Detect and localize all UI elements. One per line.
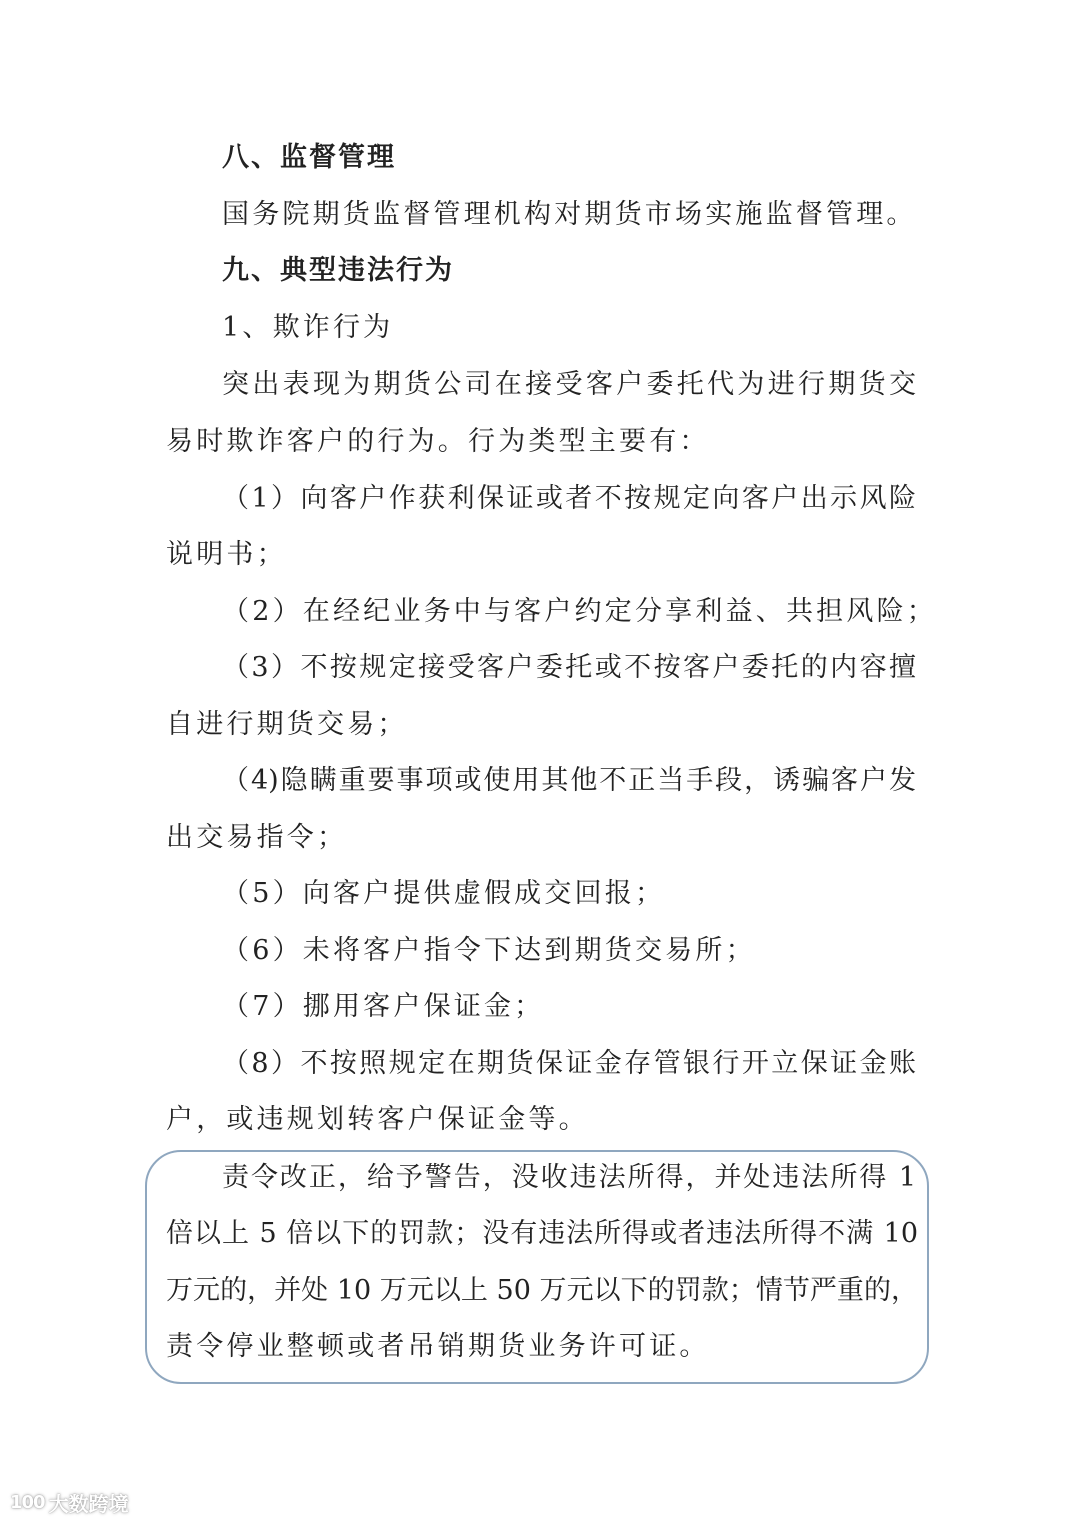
watermark-text: 大数跨境 — [48, 1492, 129, 1516]
penalty-line-1: 责令改正，给予警告，没收违法所得，并处违法所得 1 — [222, 1162, 916, 1193]
list-item-1-line-1: （1）向客户作获利保证或者不按规定向客户出示风险 — [222, 483, 916, 514]
watermark — [10, 1488, 129, 1517]
list-item-8-line-1: （8）不按照规定在期货保证金存管银行开立保证金账 — [222, 1048, 916, 1079]
intro-paragraph-line-2: 易时欺诈客户的行为。行为类型主要有： — [166, 426, 710, 457]
list-item-8-line-2: 户，或违规划转客户保证金等。 — [166, 1104, 589, 1135]
list-item-4-line-1: （4)隐瞒重要事项或使用其他不正当手段，诱骗客户发 — [222, 765, 916, 796]
list-item-3-line-2: 自进行期货交易； — [166, 709, 408, 740]
list-item-5: （5）向客户提供虚假成交回报； — [222, 878, 666, 909]
section-8-body: 国务院期货监督管理机构对期货市场实施监督管理。 — [222, 199, 917, 230]
list-item-2: （2）在经纪业务中与客户约定分享利益、共担风险； — [222, 596, 937, 627]
penalty-line-4: 责令停业整顿或者吊销期货业务许可证。 — [166, 1331, 710, 1362]
list-item-3-line-1: （3）不按规定接受客户委托或不按客户委托的内容擅 — [222, 652, 916, 683]
penalty-line-2: 倍以上 5 倍以下的罚款；没有违法所得或者违法所得不满 10 — [166, 1218, 918, 1249]
list-item-4-line-2: 出交易指令； — [166, 822, 348, 853]
section-9-heading: 九、典型违法行为 — [222, 255, 454, 286]
list-item-7: （7）挪用客户保证金； — [222, 991, 545, 1022]
penalty-line-3: 万元的，并处 10 万元以上 50 万元以下的罚款；情节严重的， — [166, 1275, 918, 1306]
list-item-1-line-2: 说明书； — [166, 539, 287, 570]
list-item-6: （6）未将客户指令下达到期货交易所； — [222, 935, 756, 966]
watermark-logo-icon: 100 — [10, 1492, 45, 1513]
section-8-heading: 八、监督管理 — [222, 142, 396, 173]
intro-paragraph-line-1: 突出表现为期货公司在接受客户委托代为进行期货交 — [222, 369, 916, 400]
section-9-subheading: 1、欺诈行为 — [222, 312, 394, 343]
